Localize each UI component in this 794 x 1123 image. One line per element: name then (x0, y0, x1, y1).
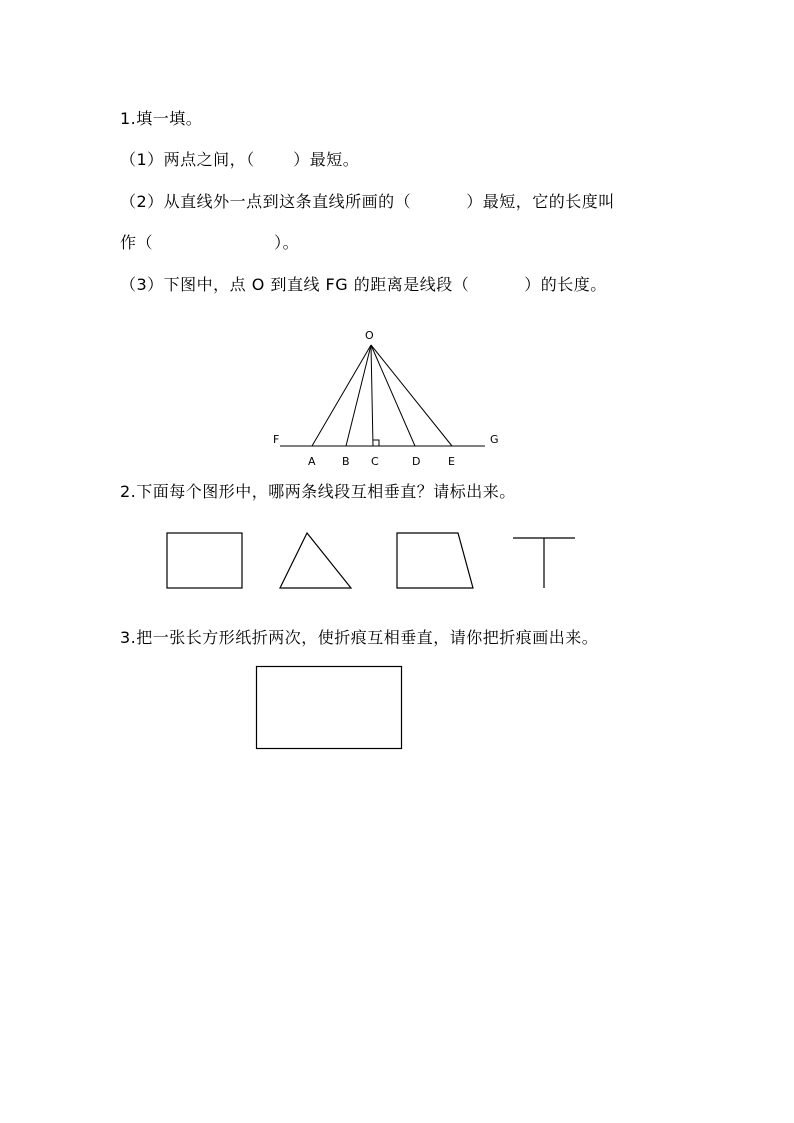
q3-paper-rectangle (255, 665, 405, 753)
q1-title: 1.填一填。 (120, 109, 203, 128)
segment-oa (312, 345, 371, 446)
label-a: A (308, 455, 316, 468)
segment-oe (371, 345, 452, 446)
q1-item1: （1）两点之间，（ ）最短。 (120, 150, 360, 169)
segment-ob (346, 345, 371, 446)
label-e: E (448, 455, 455, 468)
shape-triangle (280, 533, 351, 588)
distance-figure (260, 320, 520, 470)
q1-item2-line2: 作（ ）。 (120, 233, 300, 252)
segment-oc (371, 345, 373, 446)
q2-shapes (160, 525, 590, 595)
label-b: B (342, 455, 350, 468)
q3-title: 3.把一张长方形纸折两次，使折痕互相垂直，请你把折痕画出来。 (120, 628, 599, 647)
q1-item2-line1: （2）从直线外一点到这条直线所画的（ ）最短，它的长度叫 (120, 192, 615, 211)
label-c: C (371, 455, 379, 468)
label-d: D (412, 455, 421, 468)
q1-item3: （3）下图中，点 O 到直线 FG 的距离是线段（ ）的长度。 (120, 275, 607, 294)
q2-title: 2.下面每个图形中，哪两条线段互相垂直？请标出来。 (120, 482, 516, 501)
label-f: F (273, 433, 280, 446)
label-g: G (490, 433, 499, 446)
shape-rectangle (167, 533, 242, 588)
shape-right-trapezoid (397, 533, 473, 588)
segment-od (371, 345, 415, 446)
right-angle-mark (373, 440, 379, 446)
label-o: O (365, 329, 374, 342)
shape-t (513, 538, 575, 588)
